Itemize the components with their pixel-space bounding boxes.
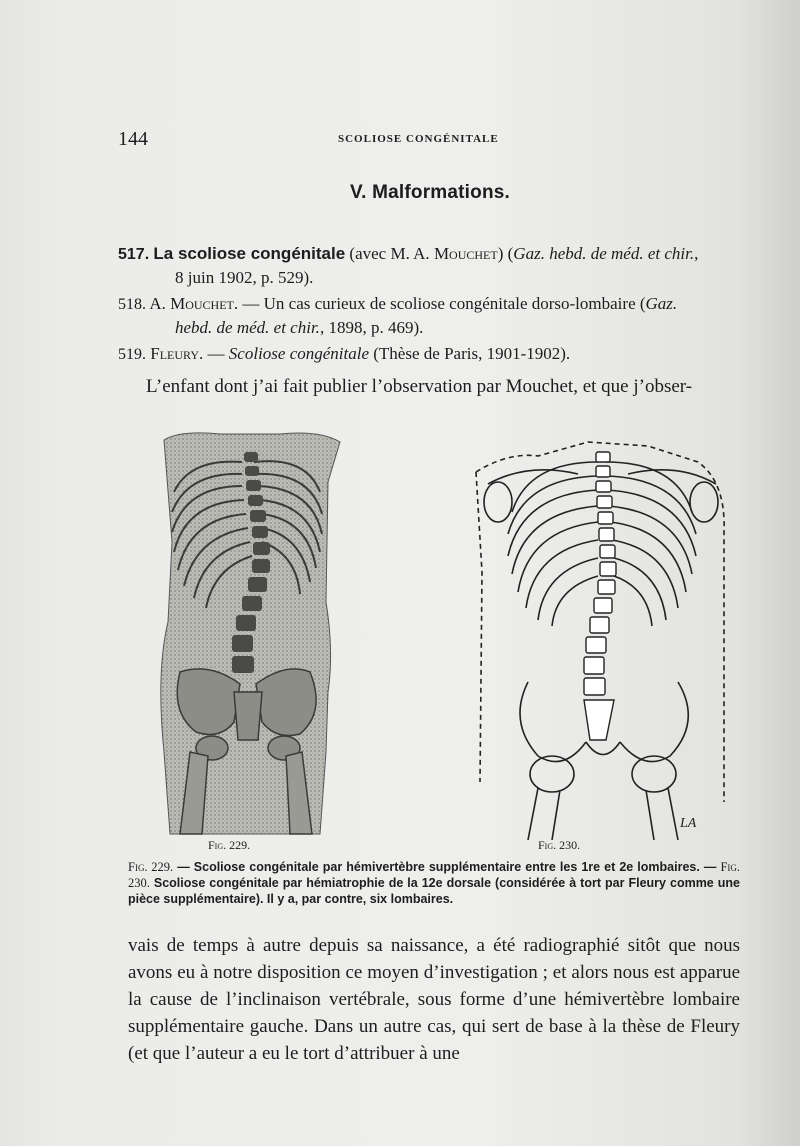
reference-title: Scoliose congénitale	[228, 344, 370, 363]
reference-518	[118, 292, 738, 339]
reference-journal: Gaz. hebd. de méd. et chir.	[513, 244, 695, 263]
section-title: V. Malformations.	[350, 182, 511, 203]
reference-number: 519.	[118, 346, 146, 363]
figure-caption	[128, 859, 740, 907]
reference-text: ) (	[497, 244, 514, 263]
caption-fig229-text: — Scoliose congénitale par hémivertèbre supplémentaire entre les 1re et 2e lombaires. —	[173, 860, 721, 874]
reference-519	[118, 342, 738, 366]
figure-230-label: Fig. 230.	[538, 838, 581, 852]
figure-229-label: Fig. 229.	[208, 838, 251, 852]
reference-journal-continuation: hebd. de méd. et chir.	[175, 318, 320, 337]
reference-title: La scoliose congénitale	[153, 244, 346, 263]
illustrator-signature: LA	[680, 816, 697, 831]
reference-text: (Thèse de Paris, 1901-1902).	[369, 344, 571, 363]
reference-number: 517.	[118, 246, 150, 263]
reference-continuation	[118, 316, 738, 339]
figure-230-illustration	[468, 422, 736, 840]
caption-fig230-text: Scoliose congénitale par hémiatrophie de la 12e dorsale (considérée à tort par Fleury comme une pièce supplémentaire). Il y a, par contre, six lombaires.	[128, 876, 740, 906]
figure-229-illustration	[150, 422, 346, 840]
reference-journal: Gaz.	[645, 294, 678, 313]
reference-text: ,	[694, 244, 699, 263]
reference-continuation: 8 juin 1902, p. 529).	[175, 268, 314, 287]
reference-text: (avec M. A.	[345, 244, 434, 263]
body-paragraph: vais de temps à autre depuis sa naissance, a été radiographié sitôt que nous avons eu à notre disposition ce moyen d’investigation ; et alors nous est apparue la cause de l’inclinaison vertébrale, sous forme d’une hémivertèbre lombaire supplémentaire gauche. Dans un autre cas, qui sert de base à la thèse de Fleury (et que l’auteur a eu le tort d’attribuer à une	[128, 935, 740, 1064]
caption-fig229-ref: Fig. 229.	[128, 860, 174, 874]
running-head: SCOLIOSE CONGÉNITALE	[338, 133, 499, 145]
reference-text: . — Un cas curieux de scoliose congénitale dorso-lombaire (	[233, 294, 646, 313]
paragraph-intro: L’enfant dont j’ai fait publier l’observation par Mouchet, et que j’obser-	[146, 376, 693, 397]
caption-fig230-ref: Fig. 230.	[128, 860, 741, 890]
reference-text: , 1898, p. 469).	[319, 318, 424, 337]
reference-author-initial: A.	[149, 294, 171, 313]
reference-517	[118, 242, 738, 289]
reference-text: . —	[199, 344, 229, 363]
reference-author: Fleury	[150, 344, 200, 363]
page-number: 144	[118, 128, 148, 150]
reference-author: Mouchet	[170, 294, 234, 313]
reference-number: 518.	[118, 296, 146, 313]
reference-author: Mouchet	[433, 244, 498, 263]
